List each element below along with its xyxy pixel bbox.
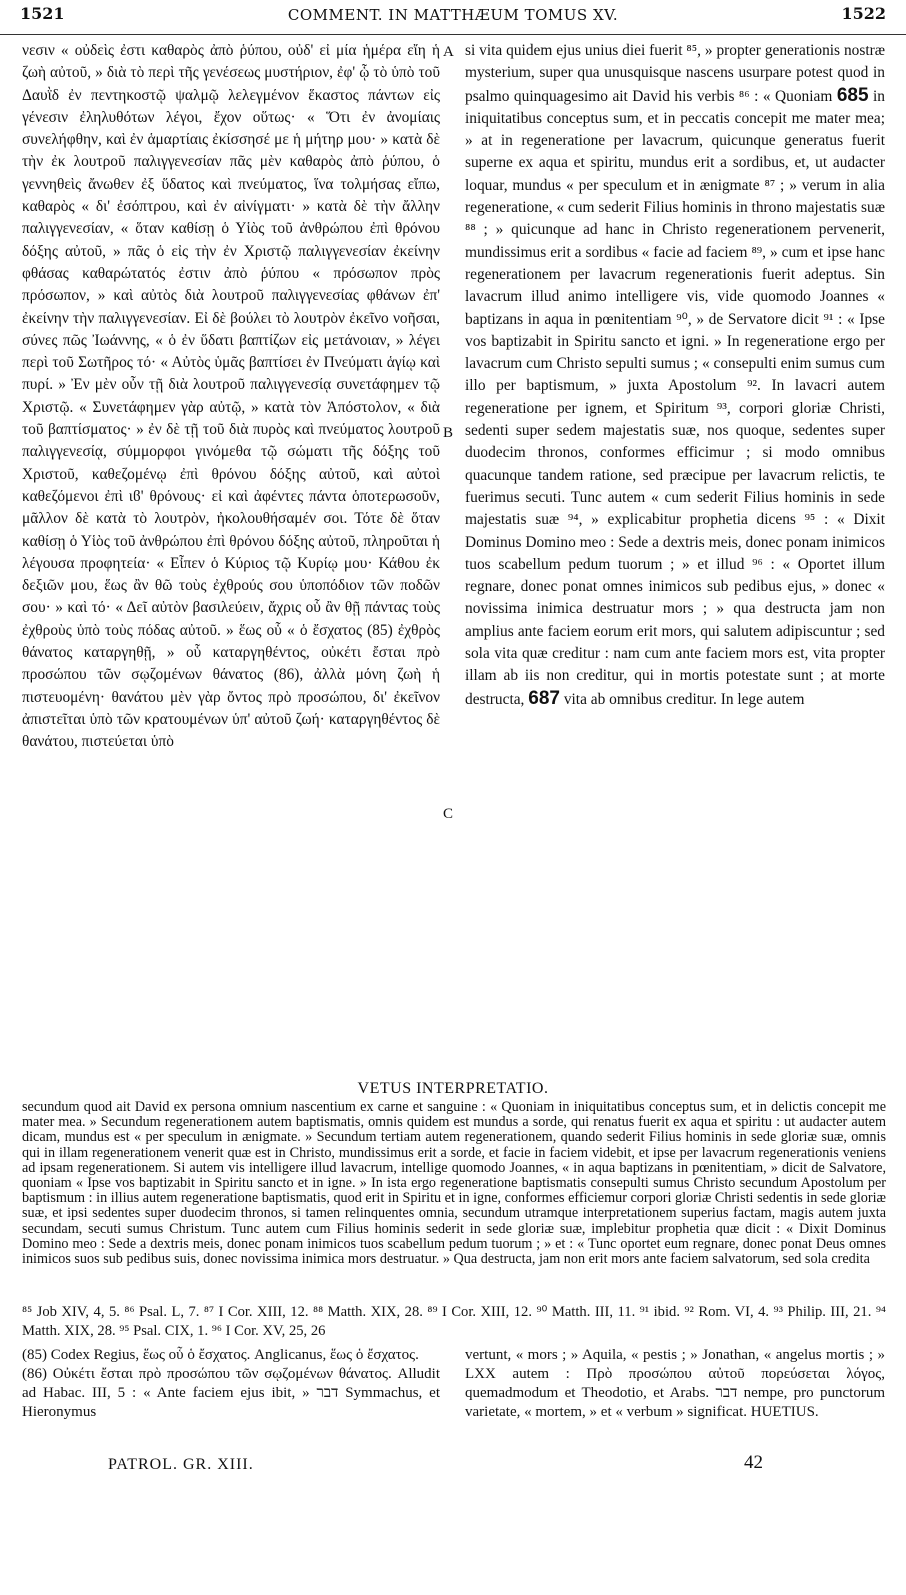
- column-number-687: 687: [528, 687, 560, 709]
- editorial-notes-left: [22, 1346, 440, 1460]
- margin-letter-c: C: [443, 806, 454, 822]
- greek-text-column: [22, 40, 440, 1078]
- latin-segment-2: in iniquitatibus conceptus sum, et in peccatis concepit me mater mea; » at in regeneratione per lavacrum, quicunque generatus fuerit superne ex aqua et spiritu, mundus erit a sordibus, et, ut audacter loquar, mundus « per speculum et in ænigmate ⁸⁷ ; » verum in alia regeneratione, « cum sederit Filius hominis in throno majestatis suæ ⁸⁸ ; » quicunque ad hanc in Christo regenerationem pervenerit, mundissimus erit a sordibus « facie ad faciem ⁸⁹, » cum et ipse hanc regenerationem per lavacrum regenerationis fuerit adeptus. Sin lavacrum illud animo intelligere vis, vide quomodo Joannes « baptizans in aqua in pœnitentiam ⁹⁰, » de Servatore dicit ⁹¹ : « Ipse vos baptizabit in Spiritu sancto et igni. » In regeneratione ergo per lavacrum cum Christo sepulti sumus ; « consepulti enim sumus cum illo per baptismum, » juxta Apostolum ⁹². In lavacri autem regeneratione per ignem, et Spiritum ⁹³, corpori gloriæ Christi, sedenti super sedem majestatis suæ, nos quoque, sedentes super duodecim thronos, conformes efficimur ; si modo omnibus quacunque tandem ratione, sed præcipue per lavacrum relictis, te fuerimus secuti. Tunc autem « cum sederit Filius hominis in sede majestatis suæ ⁹⁴, » explicabitur prophetia dicens ⁹⁵ : « Dixit Dominus Domino meo : Sede a dextris meis, donec ponam inimicos tuos scabellum pedum tuorum ; » et illud ⁹⁶ : « Oportet illum regnare, donec ponat omnes inimicos sub pedibus ejus, » donec « novissima inimica destruatur mors ; » qua destructa jam non amplius ante faciem eorum erit mors, qui salutem adipiscuntur ; sed sola vita quæ creditur : nam cum ante faciem mors est, vita propter illam ab iis non creditur, qui in mortis potestate sunt ; at morte destructa,: [465, 87, 885, 708]
- margin-letter-b: B: [443, 425, 454, 441]
- editorial-notes-right: [465, 1346, 885, 1460]
- running-header: [0, 0, 906, 35]
- right-page-number: 1522: [841, 4, 886, 23]
- left-page-number: 1521: [20, 4, 65, 23]
- series-footer: PATROL. GR. XIII.: [108, 1456, 254, 1473]
- latin-text-column: [465, 40, 885, 1078]
- signature-mark: 42: [744, 1452, 763, 1473]
- note-86-continued: vertunt, « mors ; » Aquila, « pestis ; » Jonathan, « angelus mortis ; » LXX autem : Πρὸ προσώπου αὐτοῦ πορεύσεται λόγος, quemadmodum et Theodotio, et Arabs. דבר nempe, pro punctorum varietate, « mortem, » et « verbum » significat. HUETIUS.: [465, 1347, 885, 1420]
- greek-paragraph: νεσιν « οὐδεὶς ἐστι καθαρὸς ἀπὸ ῥύπου, οὐδ' εἰ μία ἡμέρα εἴη ἡ ζωὴ αὐτοῦ, » διὰ τὸ περὶ τῆς γενέσεως μυστήριον, ἐφ' ᾧ τὸ ὑπὸ τοῦ Δαυῒδ ἐν πεντηκοστῷ ψαλμῷ λελεγμένον ἕκαστος πάντων εἰς γένεσιν ἐληλυθότων λέγοι, ἔχον οὕτως· « Ὅτι ἐν ἀνομίαις συνελήφθην, καὶ ἐν ἁμαρτίαις ἐκίσσησέ με ἡ μήτηρ μου· » κατὰ δὲ τὴν ἐκ λουτροῦ παλιγγενεσίαν πᾶς μὲν καθαρὸς ἀπὸ ῥύπου, ὁ γεννηθεὶς ἄνωθεν ἐξ ὕδατος καὶ πνεύματος, ἵνα τολμήσας εἴπω, καθαρὸς « δι' ἐσόπτρου, καὶ ἐν αἰνίγματι· » κατὰ δὲ τὴν ἄλλην παλιγγενεσίαν, « ὅταν καθίσῃ ὁ Υἱὸς τοῦ ἀνθρώπου ἐπὶ θρόνου δόξης αὐτοῦ, » πᾶς ὁ εἰς τὴν ἐν Χριστῷ παλιγγενεσίαν ἐκείνην φθάσας καθαρώτατός ἐστιν ἀπὸ ῥύπου « πρόσωπον πρὸς πρόσωπον, » καὶ αὐτὸς διὰ λουτροῦ παλιγγενεσίας φθάνων ἐπ' ἐκείνην τὴν παλιγγενεσίαν. Εἰ δὲ βούλει τὸ λουτρὸν ἐκεῖνο νοῆσαι, σύνες πῶς Ἰωάννης, « ὁ ἐν ὕδατι βαπτίζων εἰς μετάνοιαν, » λέγει περὶ τοῦ Σωτῆρος τό· « Αὐτὸς ὑμᾶς βαπτίσει ἐν Πνεύματι ἁγίῳ καὶ πυρί. » Ἐν μὲν οὖν τῇ διὰ λουτροῦ παλιγγενεσίᾳ συνετάφημεν τῷ Χριστῷ. « Συνετάφημεν γὰρ αὐτῷ, » κατὰ τὸν Ἀπόστολον, « διὰ τοῦ βαπτίσματος· » ἐν δὲ τῇ τοῦ διὰ πυρὸς καὶ πνεύματος λουτροῦ παλιγγενεσίᾳ, σύμμορφοι γινόμεθα τῷ σώματι τῆς δόξης τοῦ Χριστοῦ, καθεζομένῳ ἐπὶ θρόνου δόξης αὐτοῦ, καὶ αὐτοὶ καθεζόμενοι ἐπὶ ιϐ' θρόνους· εἰ καὶ ἀφέντες πάντα ὁποτερωσοῦν, μᾶλλον δὲ κατὰ τὸ λουτρὸν, ἠκολουθήσαμέν σοι. Τότε δὲ ὅταν καθίσῃ ὁ Υἱὸς τοῦ ἀνθρώπου ἐπὶ θρόνου δόξης αὐτοῦ, πληροῦται ἡ λέγουσα προφητεία· « Εἶπεν ὁ Κύριος τῷ Κυρίῳ μου· Κάθου ἐκ δεξιῶν μου, ἕως ἂν θῶ τοὺς ἐχθρούς σου ὑποπόδιον τῶν ποδῶν σου· » καὶ τό· « Δεῖ αὐτὸν βασιλεύειν, ἄχρις οὗ ἂν θῇ πάντας τοὺς ἐχθροὺς ὑπὸ τοὺς πόδας αὐτοῦ. » ἕως οὗ « ὁ ἔσχατος (85) ἐχθρὸς θάνατος καταργηθῇ, » οὗ καταργηθέντος, οὐκέτι ἔσται πρὸ προσώπου τῶν σῳζομένων θάνατος (86), ἀλλὰ μόνη ζωὴ ἡ πιστευομένη· θανάτου μὲν γὰρ ὄντος πρὸ προσώπου, δι' ἐκεῖνον ἀπιστεῖται ὑπὸ τῶν κρατουμένων ὑπ' αὐτοῦ ζωή· καταργηθέντος δὲ θανάτου, πιστεύεται ὑπὸ: [22, 42, 440, 751]
- scripture-references: ⁸⁵ Job XIV, 4, 5. ⁸⁶ Psal. L, 7. ⁸⁷ I Cor. XIII, 12. ⁸⁸ Matth. XIX, 28. ⁸⁹ I Cor. XIII, 12. ⁹⁰ Matth. III, 11. ⁹¹ ibid. ⁹² Rom. VI, 4. ⁹³ Philip. III, 21. ⁹⁴ Matth. XIX, 28. ⁹⁵ Psal. CIX, 1. ⁹⁶ I Cor. XV, 25, 26: [22, 1304, 886, 1339]
- vetus-interpretatio-heading: VETUS INTERPRETATIO.: [357, 1080, 549, 1097]
- note-86: (86) Οὐκέτι ἔσται πρὸ προσώπου τῶν σῳζομένων θάνατος. Alludit ad Habac. III, 5 : « Ante faciem ejus ibit, » דבר Symmachus, et Hieronymus: [22, 1366, 440, 1420]
- margin-letter-a: A: [443, 44, 454, 60]
- vetus-interpretatio-text: secundum quod ait David ex persona omnium nascentium ex carne et sanguine : « Quoniam in iniquitatibus conceptus sum, et in delictis concepit me mater mea. » Secundum regenerationem autem baptismatis, omnis quidem est mundus a sorde, qui renatus fuerit ex aqua et spiritu : ut audacter autem dicam, mundus est « per speculum in ænigmate. » Secundum tertiam autem regenerationem, quando sederit Filius hominis in sede gloriæ suæ, omnis qui in illam regenerationem venerit quæ est in Christo, mundissimus erit a sorde, et facie in faciem videbit, et ipse per lavacrum regenerationis veniens ad ipsam regenerationem. Si autem vis intelligere illud lavacrum, intellige quomodo Joannes, « in aqua baptizans in pœnitentiam, » dicit de Salvatore, quoniam « Ipse vos baptizabit in Spiritu sancto et in igne. » In ista ergo regeneratione baptismatis consepulti sumus Christo secundum Apostolum per baptismum : in illius autem regeneratione baptismatis, quod erit in Spiritu et in igne, conformes efficiemur corpori gloriæ Christi sedentis in sede gloriæ suæ, et ipsi sedentes super duodecim thronos, si tamen relinquentes omnia, secundum utramque interpretationem superius factam, magis autem juxta secundam, secuti sumus Christum. Tunc autem cum Filius hominis sederit in sede gloriæ suæ, implebitur prophetia quæ dicit : « Dixit Dominus Domino meo : Sede a dextris meis, donec ponam inimicos tuos scabellum pedum tuorum ; » et : « Tunc oportet eum regnare, donec ponat Deus omnes inimicos suos sub pedibus suis, donec novissima inimica mors destruatur. » Qua destructa, jam non erit mors ante faciem salvatorum, sed sola credita: [22, 1100, 886, 1268]
- latin-paragraph: [465, 40, 885, 711]
- latin-segment-1: si vita quidem ejus unius diei fuerit ⁸⁵, » propter generationis nostræ mysterium, super qua unusquisque nascens usurpare potest quod in psalmo quinquagesimo ait David his verbis ⁸⁶ : « Quoniam: [465, 42, 885, 105]
- column-number-685: 685: [836, 84, 869, 106]
- latin-segment-3: vita ab omnibus creditur. In lege autem: [563, 690, 805, 708]
- running-title: COMMENT. IN MATTHÆUM TOMUS XV.: [287, 6, 619, 24]
- note-85: (85) Codex Regius, ἕως οὗ ὁ ἔσχατος. Anglicanus, ἕως ὁ ἔσχατος.: [22, 1347, 419, 1363]
